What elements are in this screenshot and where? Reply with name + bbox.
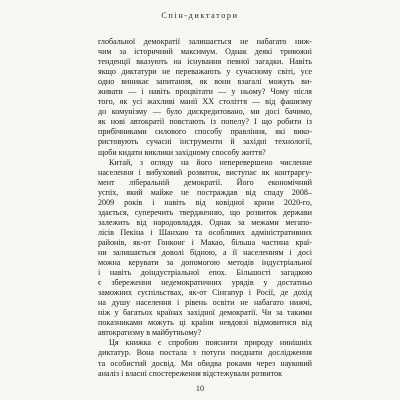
text-line: є збереження недемократичних урядів у достатньо bbox=[98, 278, 312, 288]
text-line: здається, суперечить твердженню, що розвиток держави bbox=[98, 207, 312, 217]
text-line: як нові автократії повстають із попелу? І що робити із bbox=[98, 117, 312, 127]
text-line: лісів Пекіна і Шанхаю та особливих адміністративних bbox=[98, 227, 312, 237]
text-line: районів, як-от Гонконг і Макао, більша частина краї- bbox=[98, 237, 312, 247]
text-line: залежить від народовладдя. Однак за межами мегапо- bbox=[98, 217, 312, 227]
text-line: глобальної демократії залишається не набагато ниж- bbox=[98, 37, 312, 46]
text-line: показниками можуть ці країни невдовзі відмовитися від bbox=[98, 318, 312, 328]
running-head: Спін-диктатори bbox=[161, 11, 239, 20]
text-line: Китай, з огляду на його неперевершено численне bbox=[109, 157, 312, 167]
text-line: одно виникає запитання, як вони взагалі можуть ви- bbox=[98, 77, 312, 87]
text-line: 2009 років і навіть від ковідної кризи 2020-го, bbox=[98, 197, 312, 207]
body-text bbox=[98, 37, 312, 379]
paragraph-3 bbox=[98, 338, 312, 378]
text-line: Ця книжка є спробою пояснити природу нинішніх bbox=[109, 338, 312, 348]
text-line: можна керувати за допомогою методів індустріальної bbox=[98, 258, 312, 268]
text-line: диктатур. Вона постала з потуги поєднати дослідження bbox=[98, 348, 312, 358]
text-line: аналіз і власні спостереження відстежували розвиток bbox=[98, 368, 283, 378]
text-line: населення і вибуховий розвиток, виступає як контраргу- bbox=[98, 167, 312, 177]
paragraph-1 bbox=[98, 37, 312, 158]
text-line: ни залишається доволі бідною, а її населенням і досі bbox=[98, 247, 312, 257]
page-number: 10 bbox=[195, 384, 205, 393]
text-line: заможних суспільствах, як-от Сінгапур і Росії, де дохід bbox=[98, 288, 312, 298]
text-line: і навіть доіндустріальної епох. Більшості загадкою bbox=[98, 268, 312, 278]
text-line: тенденції вказують на існування певної загадки. Навіть bbox=[98, 57, 312, 67]
text-line: живати — і навіть процвітати — у ньому? Чому після bbox=[98, 87, 312, 97]
text-line: чим за історичний максимум. Однак деякі тривожні bbox=[98, 47, 312, 57]
text-line: та особистий досвід. Ми обидва роками через науковий bbox=[98, 358, 312, 368]
text-line: ристовують сучасні інструменти й західні технології, bbox=[98, 137, 312, 147]
text-line: до комунізму — було дискредитовано, ми досі бачимо, bbox=[98, 107, 312, 117]
text-line: мент ліберальній демократії. Його економічний bbox=[98, 177, 312, 187]
text-line: ніж у багатьох країнах західної демократії. Чи за такими bbox=[98, 308, 312, 318]
text-line: автократизму в майбутньому? bbox=[98, 328, 202, 338]
text-line: успіх, який майже не постраждав від спаду 2008– bbox=[98, 187, 312, 197]
text-line: прибічниками силового способу правління, які вико- bbox=[98, 127, 312, 137]
paragraph-2 bbox=[98, 158, 312, 339]
text-line: якщо диктатури не переважають у сучасному світі, усе bbox=[98, 67, 312, 77]
text-line: на душу населення і рівень освіти не набагато нижчі, bbox=[98, 298, 312, 308]
text-line: щоби кидати виклики західному способу життя? bbox=[98, 147, 266, 157]
text-line: того, як усі жахливі манії XX століття — від фашизму bbox=[98, 97, 312, 107]
